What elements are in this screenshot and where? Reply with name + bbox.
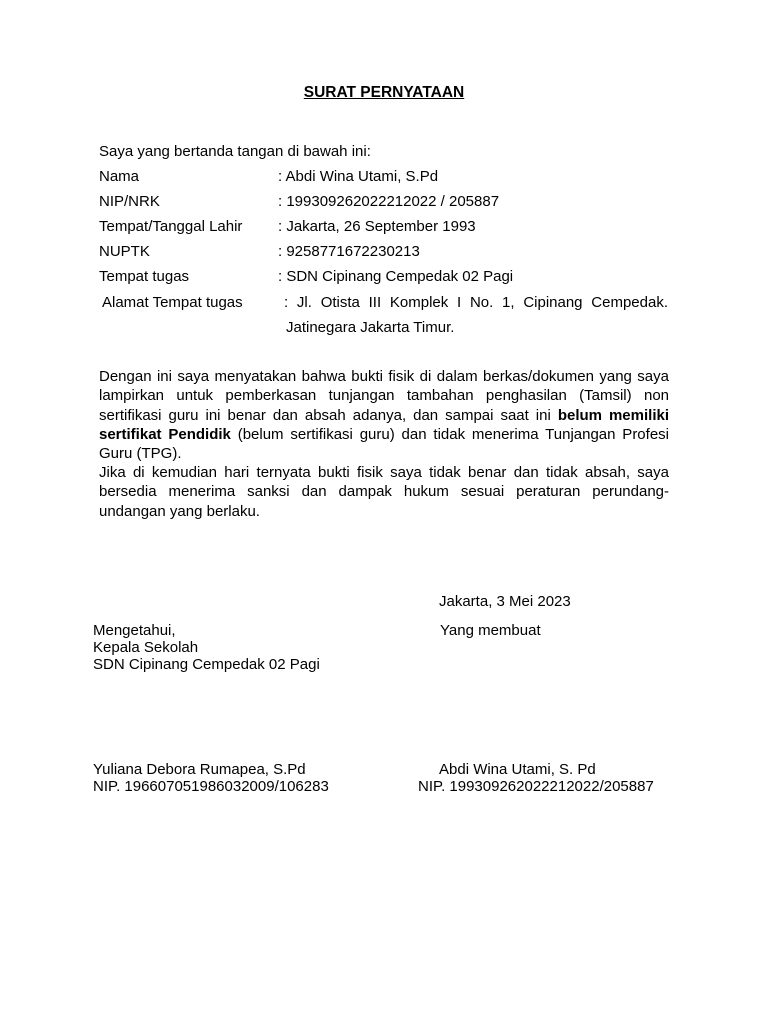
signature-right-name: Abdi Wina Utami, S. Pd (439, 761, 596, 778)
field-label-nama: Nama (99, 168, 140, 185)
field-value-ttl: : Jakarta, 26 September 1993 (278, 218, 476, 235)
field-label-nip: NIP/NRK (99, 193, 160, 210)
statement-text-a: Dengan ini saya menyatakan bahwa bukti fisik di dalam berkas/dokumen yang saya lampirkan untuk pemberkasan tunjangan tambahan penghasilan (Tamsil) non sertifikasi guru ini benar dan absah adanya, dan sampai saat ini (99, 368, 669, 424)
field-value-nuptk: : 9258771672230213 (278, 243, 420, 260)
field-value-alamat-cont: Jatinegara Jakarta Timur. (286, 319, 455, 336)
signature-left-line3: SDN Cipinang Cempedak 02 Pagi (93, 656, 320, 673)
field-value-nama: : Abdi Wina Utami, S.Pd (278, 168, 439, 185)
field-label-ttl: Tempat/Tanggal Lahir (99, 218, 243, 235)
signature-right-nip: NIP. 199309262022212022/205887 (418, 778, 654, 795)
signature-left-header (93, 622, 320, 673)
field-value-tempat-tugas: : SDN Cipinang Cempedak 02 Pagi (278, 268, 514, 285)
signature-left-name: Yuliana Debora Rumapea, S.Pd (93, 761, 306, 778)
field-label-nuptk: NUPTK (99, 243, 150, 260)
statement-paragraph-2: Jika di kemudian hari ternyata bukti fisik saya tidak benar dan tidak absah, saya bersedia menerima sanksi dan dampak hukum sesuai peraturan perundang-undangan yang berlaku. (99, 464, 669, 520)
statement-paragraph-1 (99, 367, 669, 463)
signature-left-block (93, 761, 329, 795)
field-value-nip: : 199309262022212022 / 205887 (278, 193, 500, 210)
signature-right-block (418, 761, 654, 795)
signature-left-nip: NIP. 196607051986032009/106283 (93, 778, 329, 795)
field-label-tempat-tugas: Tempat tugas (99, 268, 190, 285)
intro-text: Saya yang bertanda tangan di bawah ini: (99, 143, 371, 160)
statement-text-b: (belum sertifikasi guru) dan tidak menerima Tunjangan Profesi Guru (TPG). (99, 425, 669, 463)
place-date: Jakarta, 3 Mei 2023 (439, 593, 571, 610)
document-title: SURAT PERNYATAAN (303, 84, 465, 101)
field-value-alamat: : Jl. Otista III Komplek I No. 1, Cipinang Cempedak. (284, 294, 668, 311)
field-label-alamat: Alamat Tempat tugas (102, 294, 243, 311)
signature-left-line1: Mengetahui, (93, 622, 176, 639)
signature-right-header: Yang membuat (440, 622, 541, 639)
statement-emphasis: belum memiliki sertifikat Pendidik (99, 406, 670, 443)
signature-left-line2: Kepala Sekolah (93, 639, 199, 656)
